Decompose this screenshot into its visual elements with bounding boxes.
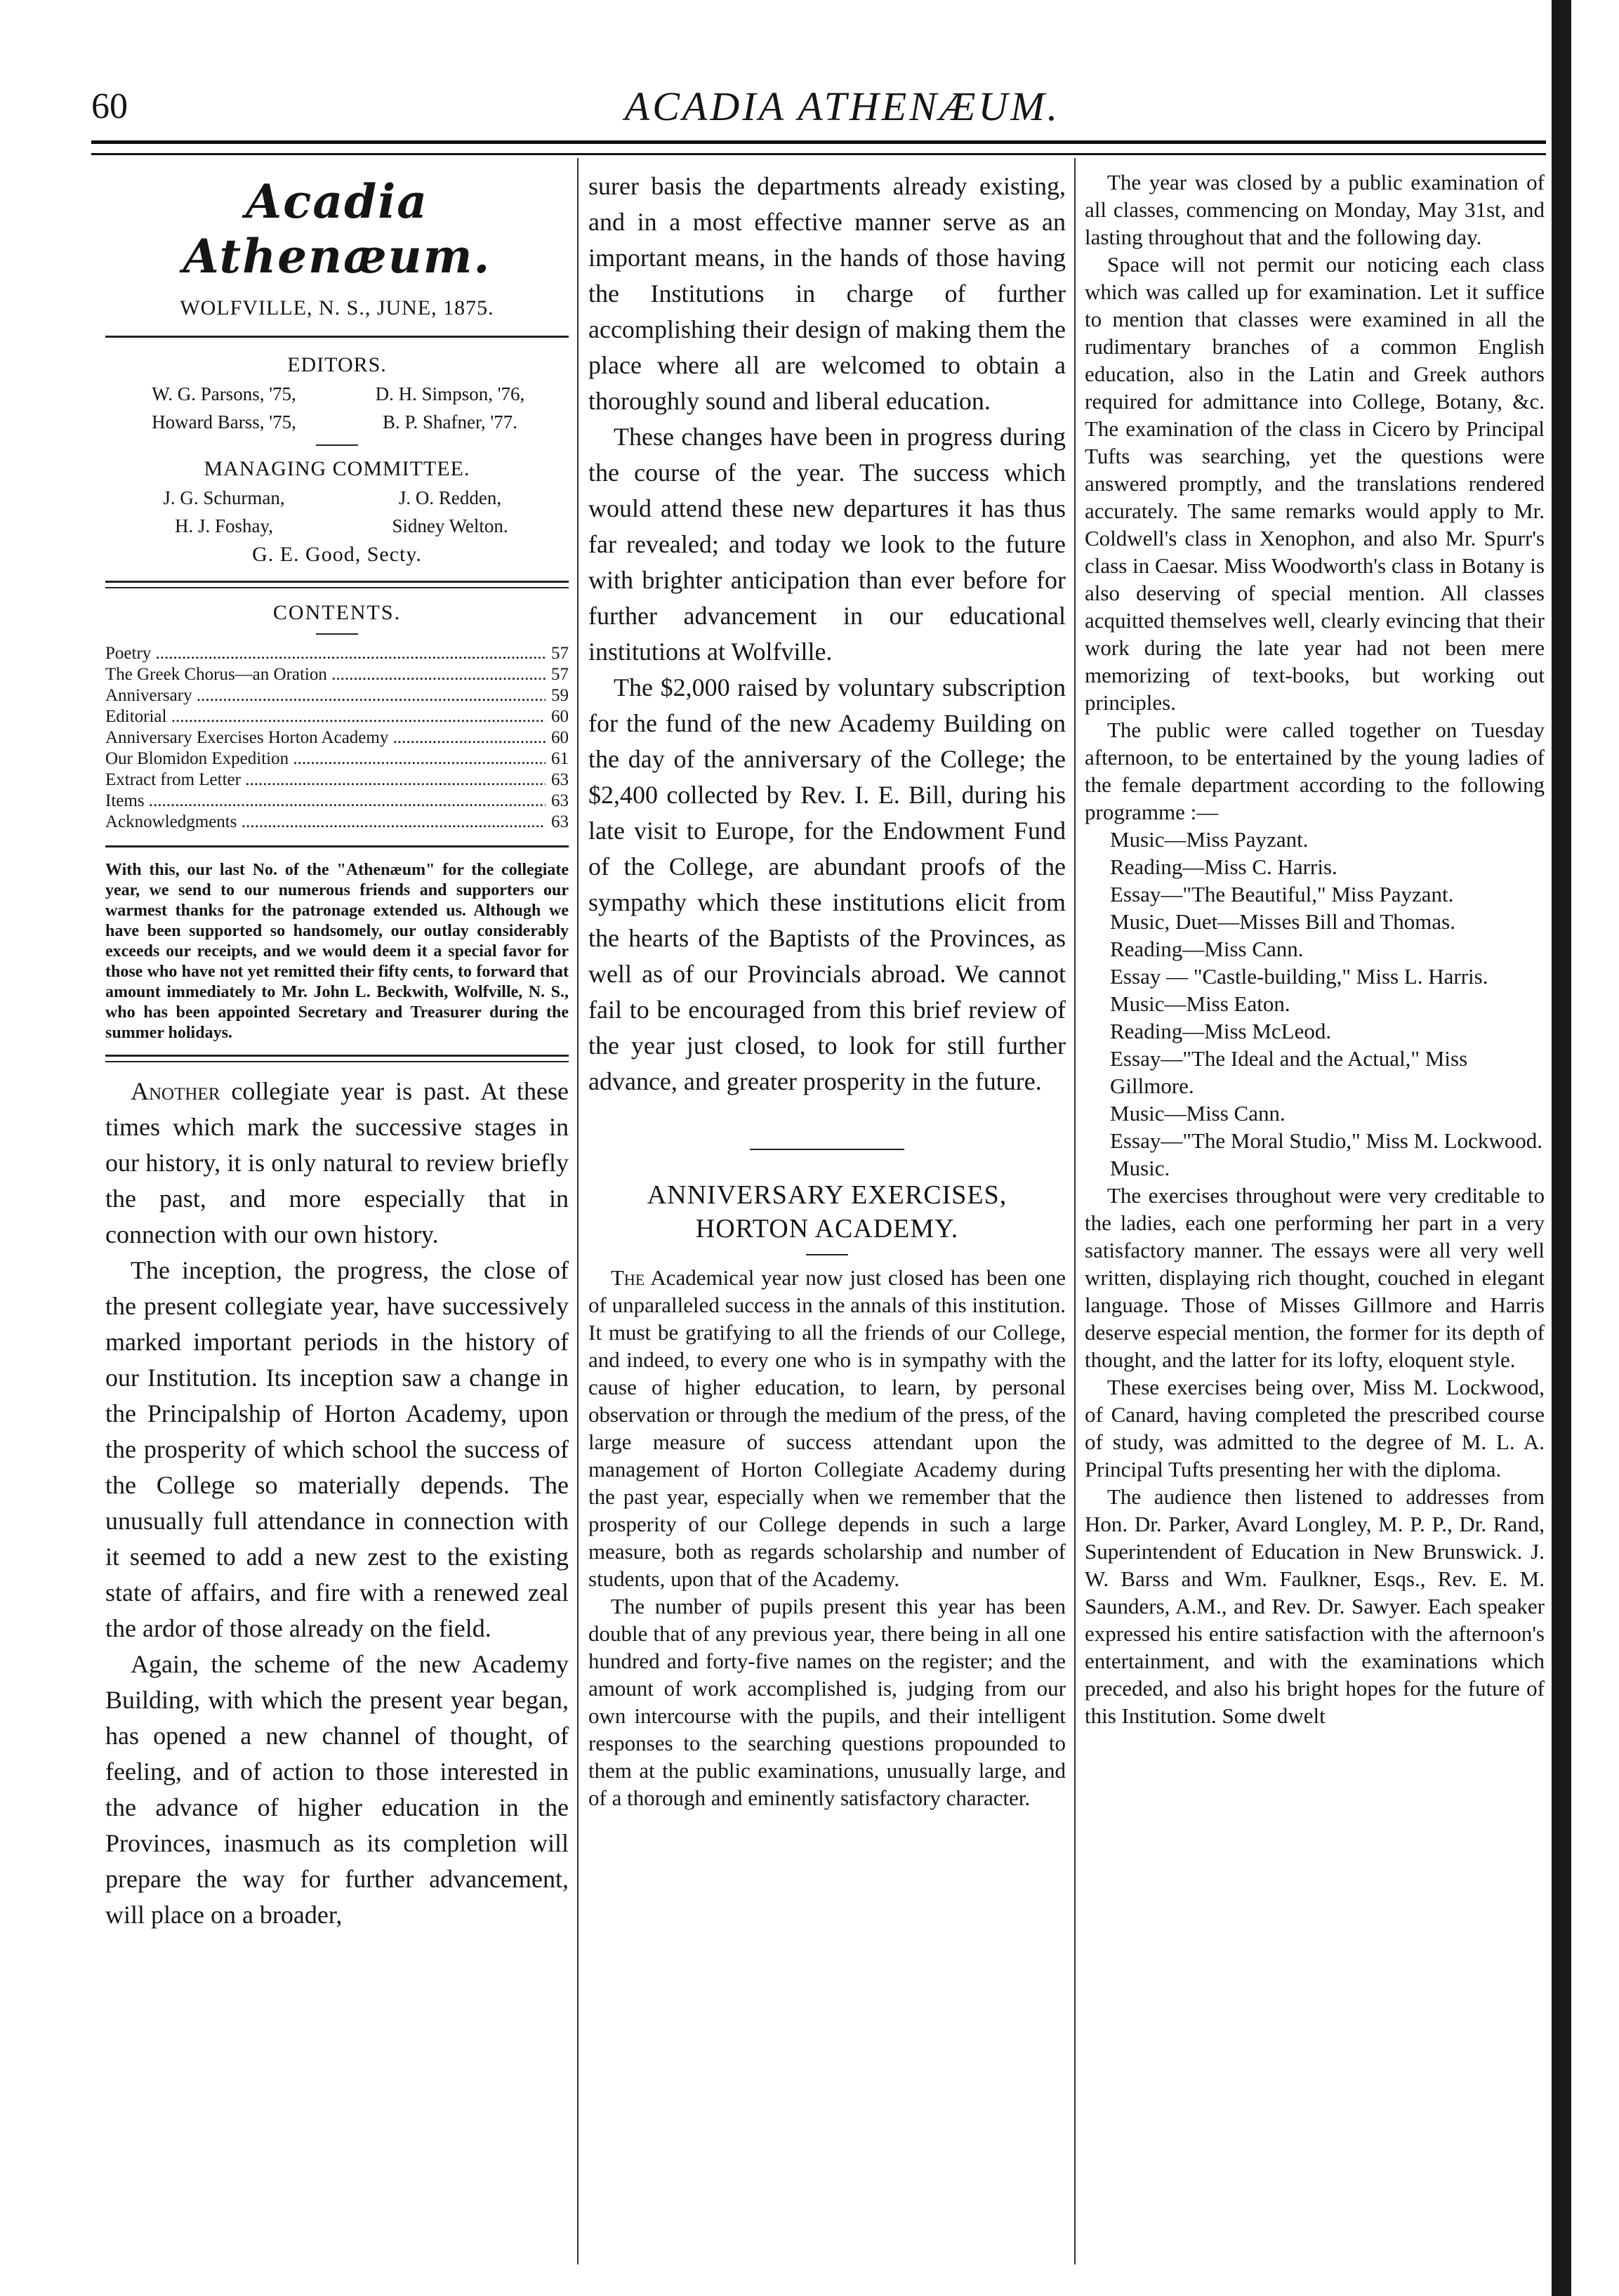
- committee-member: H. J. Foshay,: [174, 515, 273, 536]
- editorial-paragraph: surer basis the departments already existing, and in a most effective manner serve as an important means, in the hands of those having the Institutions in charge of further accomplishing their design of making them the place where all are welcomed to obtain a thoroughly sound and liberal education.: [588, 172, 1066, 415]
- article-paragraph: Space will not permit our noticing each class which was called up for examination. Let it suffice to mention that classes were examined in all the rudimentary branches of a common English education, also in the Latin and Greek authors required for admittance into College, Botany, &c. The examination of the class in Cicero by Principal Tufts was searching, yet the questions were answered promptly, and the translations rendered accurately. The same remarks would apply to Mr. Coldwell's class in Xenophon, and also Mr. Spurr's class in Caesar. Miss Woodworth's class in Botany is also deserving of special mention. All classes acquitted themselves well, clearly evincing that their work during the late year had not been mere memorizing of text-books, but working out principles.: [1085, 252, 1545, 715]
- article-paragraph: The audience then listened to addresses from Hon. Dr. Parker, Avard Longley, M. P. P., Dr. Rand, Superintendent of Education in New Brunswick. J. W. Barss and Wm. Faulkner, Esqs., Rev. E. M. Saunders, A.M., and Rev. Dr. Sawyer. Each speaker expressed his entire satisfaction with the afternoon's entertainment, and with the examinations which preceded, and also his bright hopes for the future of this Institution. Some dwelt: [1085, 1484, 1545, 1728]
- contents-heading: CONTENTS.: [272, 601, 402, 624]
- programme-list: [1085, 826, 1545, 1182]
- article-paragraph: [588, 1264, 1066, 1592]
- contents-item: [105, 812, 569, 833]
- divider: [105, 1055, 569, 1062]
- scan-edge-bar: [1552, 0, 1571, 2296]
- contents-item-page: 63: [551, 770, 569, 789]
- article-paragraph: The public were called together on Tuesday afternoon, to be entertained by the young ladies of the female department according to the following programme :—: [1085, 718, 1545, 824]
- committee-member: Sidney Welton.: [392, 515, 508, 536]
- column-divider: [577, 158, 579, 2264]
- contents-item-title: Anniversary .....: [105, 685, 546, 706]
- contents-item-page: 60: [551, 707, 569, 726]
- programme-item: Essay—"The Moral Studio," Miss M. Lockwood.: [1110, 1128, 1543, 1153]
- lead-word: Another: [131, 1077, 220, 1105]
- page-number: 60: [91, 86, 128, 126]
- subscription-notice: With this, our last No. of the "Athenæum" for the collegiate year, we send to our numerous friends and supporters our warmest thanks for the patronage extended us. Although we have been supported so handsomely, our outlay considerably exceeds our receipts, and we would deem it a special favor for those who have not yet remitted their fifty cents, to forward that amount immediately to Mr. John L. Beckwith, Wolfville, N. S., who has been appointed Secretary and Treasurer during the summer holidays.: [105, 861, 569, 1042]
- lead-word: The: [611, 1265, 645, 1290]
- contents-item: [105, 706, 569, 727]
- running-title: ACADIA ATHENÆUM.: [624, 84, 1061, 129]
- divider: [316, 633, 358, 635]
- contents-item-page: 60: [551, 728, 569, 747]
- programme-item: Reading—Miss C. Harris.: [1110, 855, 1337, 879]
- editorial-paragraph: The inception, the progress, the close of the present collegiate year, have successively marked important periods in the history of our Institution. Its inception saw a change in the Principalship of Horton Academy, upon the prosperity of which school the success of the College so materially depends. The unusually full attendance in connection with it seemed to add a new zest to the existing state of affairs, and fire with a renewed zeal the ardor of those already on the field.: [105, 1256, 569, 1642]
- editorial-paragraph: [105, 1074, 569, 1253]
- editor-name: Howard Barss, '75,: [152, 411, 296, 433]
- committee-member: J. G. Schurman,: [163, 487, 285, 508]
- editorial-text: collegiate year is past. At these times which mark the successive stages in our history, it is only natural to review briefly the past, and more especially that in connection with our own history.: [105, 1077, 569, 1248]
- section-heading: HORTON ACADEMY.: [695, 1214, 959, 1243]
- article-text: Academical year now just closed has been one of unparalleled success in the annals of this institution. It must be gratifying to all the friends of our College, and indeed, to every one who is in sympathy with the cause of higher education, to learn, by personal observation or through the medium of the press, of the large measure of success attendant upon the management of Horton Collegiate Academy during the past year, especially when we remember that the prosperity of our College depends in such a large measure, both as regards scholarship and number of students, upon that of the Academy.: [588, 1265, 1066, 1591]
- contents-item-title: Poetry .....: [105, 643, 546, 664]
- editors-heading: EDITORS.: [287, 353, 387, 376]
- contents-item: [105, 770, 569, 791]
- contents-item-title: Items .....: [105, 791, 546, 812]
- column-1: [105, 169, 569, 1933]
- contents-item-page: 59: [551, 686, 569, 705]
- contents-item: [105, 791, 569, 812]
- programme-item: Essay — "Castle-building," Miss L. Harris.: [1110, 964, 1488, 989]
- divider: [105, 581, 569, 588]
- contents-item-title: Acknowledgments .....: [105, 812, 546, 833]
- programme-item: Reading—Miss McLeod.: [1110, 1019, 1332, 1043]
- contents-item-page: 63: [551, 812, 569, 831]
- programme-item: Reading—Miss Cann.: [1110, 937, 1304, 961]
- contents-item: [105, 664, 569, 685]
- editor-name: D. H. Simpson, '76,: [375, 383, 525, 404]
- dateline: WOLFVILLE, N. S., JUNE, 1875.: [180, 296, 494, 319]
- masthead-title: Acadia Athenæum.: [183, 174, 491, 284]
- contents-item-title: Editorial .....: [105, 706, 546, 727]
- contents-item-page: 57: [551, 644, 569, 663]
- divider: [105, 845, 569, 847]
- contents-item: [105, 727, 569, 748]
- editor-name: W. G. Parsons, '75,: [152, 383, 296, 404]
- divider: [105, 336, 569, 338]
- programme-item: Music—Miss Eaton.: [1110, 991, 1290, 1016]
- contents-item-title: Our Blomidon Expedition .....: [105, 748, 546, 770]
- section-heading: ANNIVERSARY EXERCISES,: [647, 1180, 1007, 1210]
- contents-item-title: Anniversary Exercises Horton Academy .....: [105, 727, 546, 748]
- programme-item: Essay—"The Beautiful," Miss Payzant.: [1110, 882, 1454, 906]
- divider: [316, 444, 358, 446]
- programme-item: Music.: [1110, 1156, 1170, 1180]
- column-divider: [1074, 158, 1076, 2264]
- editorial-paragraph: These changes have been in progress during the course of the year. The success which would attend these new departures it has thus far revealed; and today we look to the future with brighter anticipation than ever before for further advancement in our educational institutions at Wolfville.: [588, 423, 1066, 666]
- contents-item-page: 57: [551, 665, 569, 684]
- divider: [806, 1254, 848, 1255]
- contents-item-title: Extract from Letter .....: [105, 770, 546, 791]
- contents-item-page: 61: [551, 749, 569, 768]
- programme-item: Music—Miss Payzant.: [1110, 827, 1309, 852]
- divider: [750, 1149, 904, 1150]
- contents-item: [105, 643, 569, 664]
- contents-item: [105, 685, 569, 706]
- committee-list: [105, 484, 569, 540]
- contents-item: [105, 748, 569, 770]
- programme-item: Music—Miss Cann.: [1110, 1101, 1286, 1126]
- article-paragraph: These exercises being over, Miss M. Lockwood, of Canard, having completed the prescribed course of study, was admitted to the degree of M. L. A. Principal Tufts presenting her with the diploma.: [1085, 1375, 1545, 1482]
- editorial-paragraph: The $2,000 raised by voluntary subscription for the fund of the new Academy Building on the day of the anniversary of the College; the $2,400 collected by Rev. I. E. Bill, during his late visit to Europe, for the Endowment Fund of the College, are abundant proofs of the sympathy which these institutions elicit from the hearts of the Baptists of the Provinces, as well as of our Provincials abroad. We cannot fail to be encouraged from this brief review of the year just closed, to look for still further advance, and greater prosperity in the future.: [588, 673, 1066, 1095]
- contents-item-page: 63: [551, 791, 569, 810]
- column-3: [1085, 169, 1545, 1729]
- article-paragraph: The year was closed by a public examination of all classes, commencing on Monday, May 31st, and lasting throughout that and the following day.: [1085, 170, 1545, 249]
- editors-list: [105, 380, 569, 436]
- article-paragraph: The number of pupils present this year has been double that of any previous year, there being in all one hundred and forty-five names on the register; and the amount of work accomplished is, judging from our own intercourse with the pupils, and their intelligent responses to the searching questions propounded to them at the public examinations, unusually large, and of a thorough and eminently satisfactory character.: [588, 1594, 1066, 1810]
- editor-name: B. P. Shafner, '77.: [382, 411, 518, 433]
- committee-member: J. O. Redden,: [398, 487, 502, 508]
- contents-list: [105, 643, 569, 833]
- header-rule-thin: [91, 153, 1546, 155]
- programme-item: Music, Duet—Misses Bill and Thomas.: [1110, 909, 1455, 934]
- committee-heading: MANAGING COMMITTEE.: [204, 457, 470, 480]
- programme-item: Essay—"The Ideal and the Actual," Miss Gillmore.: [1110, 1046, 1468, 1098]
- editorial-paragraph: Again, the scheme of the new Academy Building, with which the present year began, has opened a new channel of thought, of feeling, and of action to those interested in the advance of higher education in the Provinces, inasmuch as its completion will prepare the way for further advancement, will place on a broader,: [105, 1650, 569, 1929]
- contents-item-title: The Greek Chorus—an Oration .....: [105, 664, 546, 685]
- article-paragraph: The exercises throughout were very creditable to the ladies, each one performing her part in a very satisfactory manner. The essays were all very well written, displaying rich thought, couched in elegant language. Those of Misses Gillmore and Harris deserve especial mention, the former for its depth of thought, and the latter for its lofty, eloquent style.: [1085, 1183, 1545, 1372]
- secretary: G. E. Good, Secty.: [252, 543, 422, 566]
- column-2: [588, 169, 1066, 1812]
- header-rule: [91, 140, 1546, 144]
